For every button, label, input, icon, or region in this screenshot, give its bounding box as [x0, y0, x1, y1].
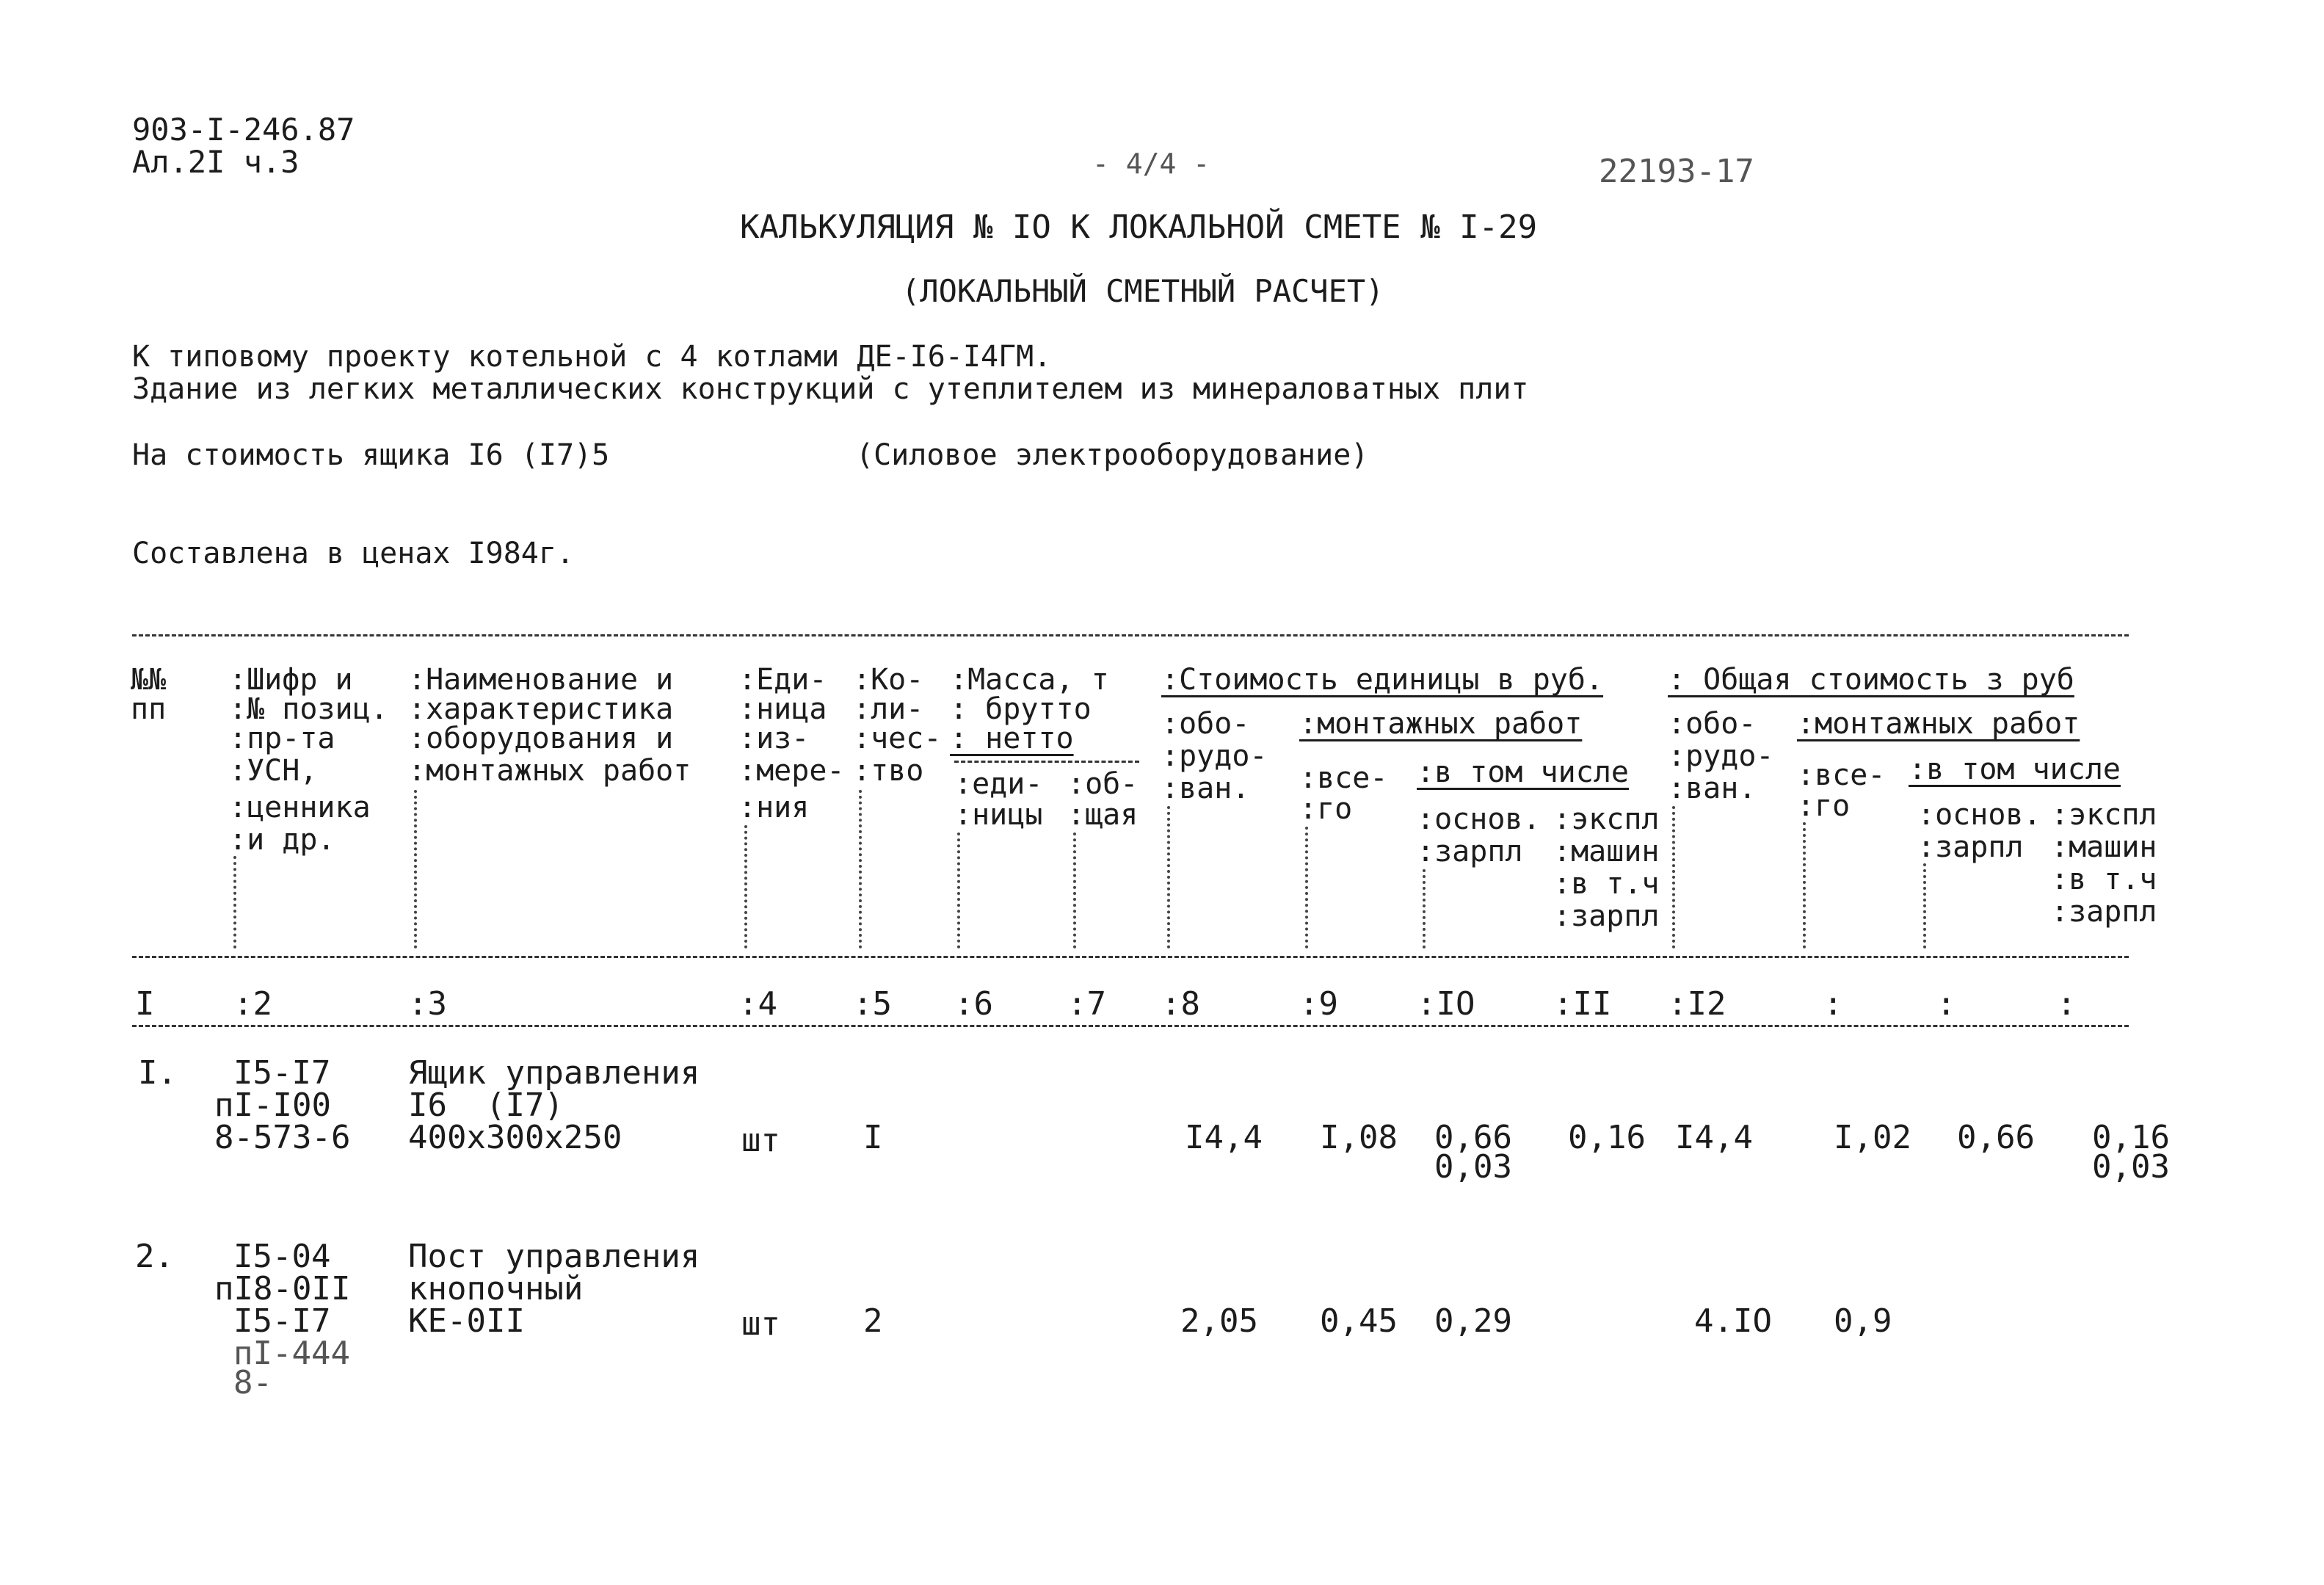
header-unit-4: :мере-: [738, 754, 845, 788]
header-mach-1: :экспл: [1553, 802, 1660, 836]
header-equip-2: :рудо-: [1161, 739, 1268, 773]
row-name: 400х300х250: [408, 1119, 622, 1156]
header-mass-unit-2: :ницы: [954, 798, 1043, 832]
cost-object: На стоимость ящика I6 (I7)5: [132, 438, 610, 472]
header-install-total-sum-2: :го: [1797, 789, 1851, 823]
header-install-group: :монтажных работ: [1299, 707, 1583, 741]
album-part: Ал.2I ч.3: [132, 144, 299, 180]
header-name-2: :характеристика: [408, 692, 674, 726]
header-mass-3: : нетто: [950, 722, 1074, 755]
row-mach-total: 0,03: [2092, 1148, 2170, 1186]
row-qty: 2: [863, 1302, 883, 1340]
header-total-cost-group: : Общая стоимость з руб: [1668, 663, 2074, 697]
row-install-total: I,08: [1320, 1119, 1398, 1156]
row-mach-total: 0,16: [2092, 1119, 2170, 1156]
header-mach-3: :в т.ч: [1553, 867, 1660, 901]
table-top-rule: [132, 634, 2129, 636]
header-code-2: :№ позиц.: [229, 692, 388, 726]
header-mass-total-1: :об-: [1067, 767, 1139, 801]
column-number: :I2: [1668, 985, 1726, 1023]
column-number: :4: [738, 985, 777, 1023]
header-wage-total-2: :зарпл: [1917, 830, 2024, 864]
building-line: Здание из легких металлических конструкций с утеплителем из минераловатных плит: [132, 372, 1529, 406]
header-unit-1: :Еди-: [738, 663, 827, 697]
column-number: I: [135, 985, 155, 1023]
row-install-total-sum: 0,9: [1834, 1302, 1892, 1340]
header-equip-total-1: :обо-: [1668, 707, 1757, 741]
row-wage: 0,29: [1434, 1302, 1512, 1340]
column-numbers-rule: [132, 1025, 2129, 1027]
calculation-title: КАЛЬКУЛЯЦИЯ № IO К ЛОКАЛЬНОЙ СМЕТЕ № I-29: [740, 208, 1538, 246]
header-wage-2: :зарпл: [1417, 835, 1523, 868]
header-unit-cost-group: :Стоимость единицы в руб.: [1161, 663, 1604, 697]
row-equip-unit-cost: 2,05: [1180, 1302, 1258, 1340]
column-number: :: [2057, 985, 2077, 1023]
column-number: :: [1823, 985, 1843, 1023]
header-mach-4: :зарпл: [1553, 899, 1660, 933]
header-bottom-rule: [132, 956, 2129, 958]
column-number: :: [1936, 985, 1956, 1023]
row-mach: 0,16: [1568, 1119, 1646, 1156]
header-install-group-total: :монтажных работ: [1797, 707, 2080, 741]
row-wage-total: 0,66: [1957, 1119, 2035, 1156]
row-code: I5-04: [233, 1238, 331, 1275]
row-unit: шт: [741, 1305, 780, 1343]
header-equip-total-2: :рудо-: [1668, 739, 1774, 773]
column-number: :8: [1161, 985, 1200, 1023]
col-sep: [233, 856, 236, 949]
header-name-3: :оборудования и: [408, 722, 674, 755]
header-incl-group: :в том числе: [1417, 755, 1629, 789]
calculation-subtitle: (ЛОКАЛЬНЫЙ СМЕТНЫЙ РАСЧЕТ): [901, 273, 1384, 309]
row-code: пI-444: [233, 1335, 350, 1372]
header-code-5: :ценника: [229, 791, 371, 824]
col-sep: [414, 790, 417, 949]
col-sep: [1073, 833, 1076, 949]
page-number: - 4/4 -: [1092, 148, 1210, 180]
header-mach-total-1: :экспл: [2051, 798, 2157, 832]
col-sep: [1423, 869, 1426, 949]
header-equip-1: :обо-: [1161, 707, 1250, 741]
header-mass-1: :Масса, т: [950, 663, 1109, 697]
header-wage-total-1: :основ.: [1917, 798, 2041, 832]
row-name: Пост управления: [408, 1238, 700, 1275]
mass-divider: [954, 761, 1139, 763]
header-mach-total-2: :машин: [2051, 830, 2157, 864]
row-code: 8-573-6: [214, 1119, 351, 1156]
document-code: 903-I-246.87: [132, 112, 355, 148]
row-code: I5-I7: [233, 1302, 331, 1340]
row-install-total: 0,45: [1320, 1302, 1398, 1340]
row-name: КЕ-0II: [408, 1302, 525, 1340]
row-unit: шт: [741, 1122, 780, 1159]
header-unit-3: :из-: [738, 722, 810, 755]
header-qty-2: :ли-: [853, 692, 924, 726]
header-mass-total-2: :щая: [1067, 798, 1139, 832]
header-qty-1: :Ко-: [853, 663, 924, 697]
header-install-total-1: :все-: [1299, 761, 1388, 795]
row-name: кнопочный: [408, 1270, 584, 1307]
column-number: :2: [233, 985, 272, 1023]
col-sep: [957, 833, 960, 949]
row-equip-total: I4,4: [1675, 1119, 1753, 1156]
header-code-1: :Шифр и: [229, 663, 353, 697]
column-number: :3: [408, 985, 447, 1023]
row-code: пI-I00: [214, 1087, 331, 1124]
header-equip-3: :ван.: [1161, 772, 1250, 805]
header-mass-unit-1: :еди-: [954, 767, 1043, 801]
column-number: :IO: [1417, 985, 1475, 1023]
row-equip-unit-cost: I4,4: [1185, 1119, 1263, 1156]
header-code-6: :и др.: [229, 823, 335, 857]
row-number: I.: [138, 1054, 177, 1092]
col-sep: [1305, 827, 1308, 949]
col-sep: [744, 825, 747, 949]
col-sep: [1167, 806, 1170, 949]
header-unit-2: :ница: [738, 692, 827, 726]
header-incl-group-total: :в том числе: [1909, 752, 2121, 786]
header-unit-5: :ния: [738, 791, 810, 824]
archive-number: 22193-17: [1599, 153, 1754, 190]
col-sep: [1672, 806, 1675, 949]
header-mass-2: : брутто: [950, 692, 1092, 726]
row-qty: I: [863, 1119, 883, 1156]
header-mach-total-3: :в т.ч: [2051, 863, 2157, 896]
column-number: :II: [1553, 985, 1612, 1023]
row-wage: 0,03: [1434, 1148, 1512, 1186]
col-sep: [1923, 863, 1926, 949]
header-name-4: :монтажных работ: [408, 754, 691, 788]
header-code-3: :пр-та: [229, 722, 335, 755]
col-sep: [859, 790, 862, 949]
header-mach-2: :машин: [1553, 835, 1660, 868]
header-qty-4: :тво: [853, 754, 924, 788]
row-name: Ящик управления: [408, 1054, 700, 1092]
column-number: :6: [954, 985, 993, 1023]
row-install-total-sum: I,02: [1834, 1119, 1911, 1156]
col-sep: [1803, 822, 1806, 949]
row-code: пI8-0II: [214, 1270, 351, 1307]
header-mach-total-4: :зарпл: [2051, 895, 2157, 929]
header-install-total-2: :го: [1299, 792, 1353, 826]
row-code: 8-: [233, 1364, 272, 1401]
header-name-1: :Наименование и: [408, 663, 674, 697]
header-install-total-sum-1: :все-: [1797, 758, 1886, 792]
row-name: I6 (I7): [408, 1087, 564, 1124]
header-num-1: №№: [131, 663, 167, 697]
header-qty-3: :чес-: [853, 722, 942, 755]
header-equip-total-3: :ван.: [1668, 772, 1757, 805]
column-number: :5: [853, 985, 892, 1023]
header-wage-1: :основ.: [1417, 802, 1541, 836]
row-wage: 0,66: [1434, 1119, 1512, 1156]
row-number: 2.: [135, 1238, 174, 1275]
section-name: (Силовое электрооборудование): [856, 438, 1369, 472]
header-num-2: пп: [131, 692, 167, 726]
column-number: :9: [1299, 985, 1338, 1023]
prices-note: Составлена в ценах I984г.: [132, 537, 575, 570]
column-number: :7: [1067, 985, 1106, 1023]
header-code-4: :УСН,: [229, 754, 318, 788]
row-equip-total: 4.IO: [1694, 1302, 1772, 1340]
row-code: I5-I7: [233, 1054, 331, 1092]
project-line: К типовому проекту котельной с 4 котлами ДЕ-I6-I4ГМ.: [132, 340, 1052, 374]
